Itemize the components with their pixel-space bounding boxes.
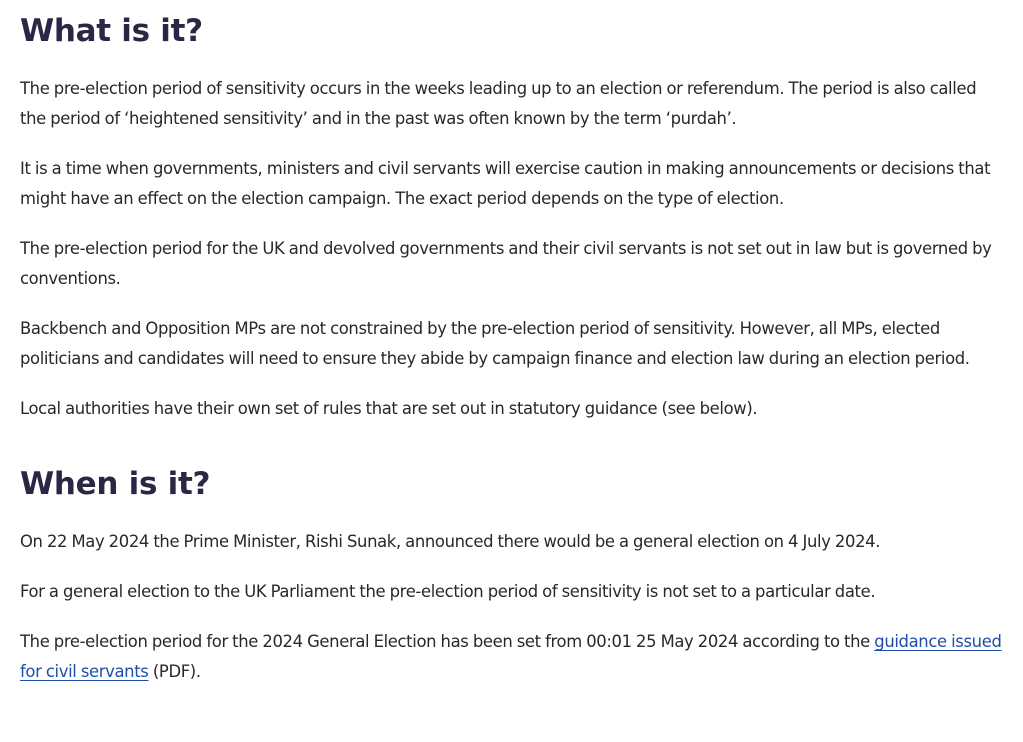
paragraph-period-start <box>20 627 1005 687</box>
heading-when-is-it: When is it? <box>20 466 211 502</box>
pdf-suffix-text: (PDF). <box>148 662 201 681</box>
period-start-text: The pre-election period for the 2024 General Election has been set from 00:01 25 May 2024 according to the <box>20 632 875 651</box>
paragraph-local-authorities: Local authorities have their own set of rules that are set out in statutory guidance (see below). <box>20 399 758 418</box>
paragraph-caution: It is a time when governments, ministers and civil servants will exercise caution in making announcements or decisions that might have an effect on the election campaign. The exact period depends on the type of election. <box>20 159 991 208</box>
paragraph-backbench-mps: Backbench and Opposition MPs are not constrained by the pre-election period of sensitivity. However, all MPs, elected politicians and candidates will need to ensure they abide by campaign finance and election law during an election period. <box>20 319 970 368</box>
paragraph-announcement: On 22 May 2024 the Prime Minister, Rishi Sunak, announced there would be a general election on 4 July 2024. <box>20 532 881 551</box>
section-what-is-it <box>20 0 1005 424</box>
paragraph-conventions: The pre-election period for the UK and devolved governments and their civil servants is not set out in law but is governed by conventions. <box>20 239 992 288</box>
heading-what-is-it: What is it? <box>20 13 203 49</box>
paragraph-general-election-date: For a general election to the UK Parliament the pre-election period of sensitivity is not set to a particular date. <box>20 582 876 601</box>
paragraph-definition: The pre-election period of sensitivity occurs in the weeks leading up to an election or referendum. The period is also called the period of ‘heightened sensitivity’ and in the past was often known by the term ‘purdah’. <box>20 79 977 128</box>
section-when-is-it <box>20 464 1005 687</box>
guidance-civil-servants-link[interactable]: guidance issued for civil servants <box>20 632 1002 681</box>
